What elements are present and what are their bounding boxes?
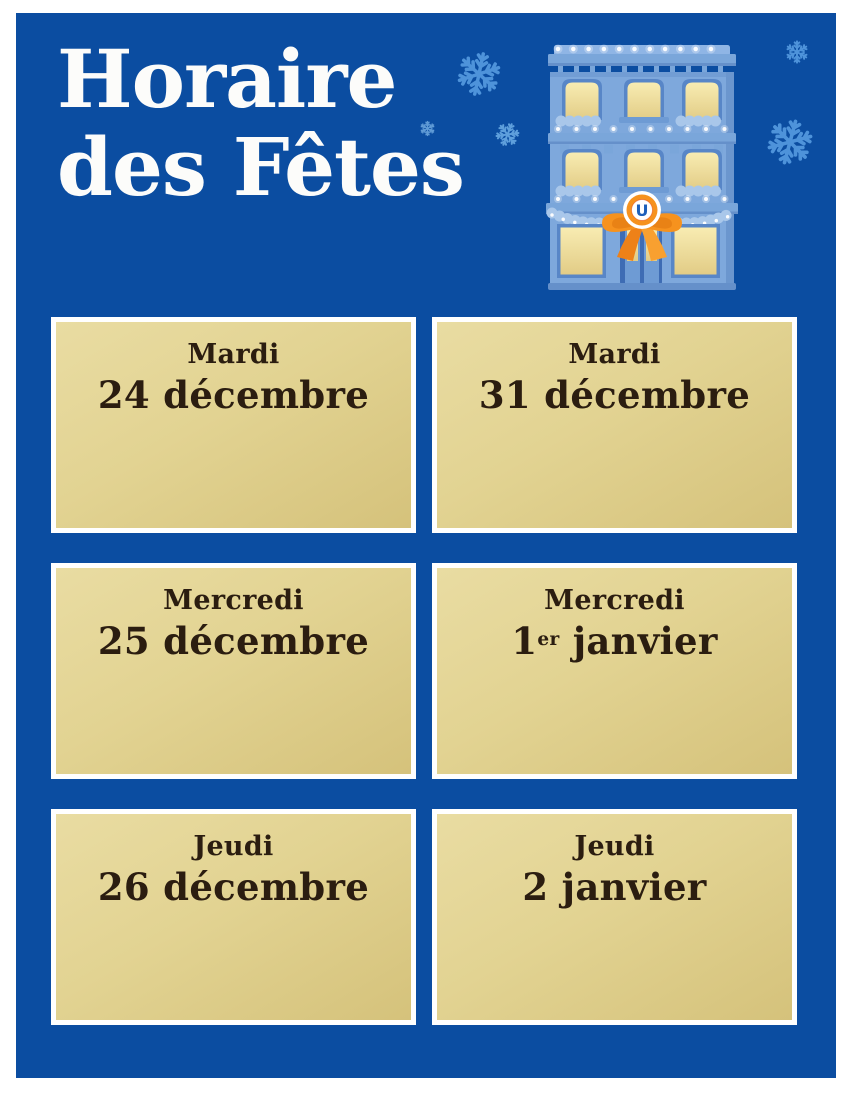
title-line-2: des Fêtes [57, 120, 464, 214]
card-day-label: Jeudi [193, 831, 274, 862]
card-day-label: Mardi [187, 339, 280, 370]
schedule-card [51, 563, 416, 779]
card-day-label: Mercredi [544, 585, 685, 616]
card-date-label: 31 décembre [478, 373, 751, 417]
card-day-label: Mardi [568, 339, 661, 370]
snowflake-icon [784, 39, 810, 65]
card-day-label: Jeudi [574, 831, 655, 862]
title-line-1: Horaire [57, 32, 397, 126]
card-date-label: 25 décembre [97, 619, 370, 663]
schedule-card [432, 317, 797, 533]
upper-windows [558, 79, 726, 129]
u-logo-badge [623, 191, 661, 229]
card-day-label: Mercredi [163, 585, 304, 616]
snowflake-icon [454, 49, 504, 99]
schedule-card [432, 809, 797, 1025]
store-building-icon [544, 42, 740, 290]
schedule-grid [51, 317, 797, 1025]
u-logo-letter: U [635, 201, 649, 220]
page-title [57, 32, 464, 214]
card-date-label: 26 décembre [97, 865, 370, 909]
schedule-card [51, 809, 416, 1025]
schedule-card [51, 317, 416, 533]
snowflake-icon [419, 120, 436, 137]
building-base [548, 283, 736, 290]
snowflake-icon [764, 116, 816, 168]
snowflake-icon [494, 121, 521, 148]
building-roof [548, 45, 736, 69]
card-date-label: 24 décembre [97, 373, 370, 417]
card-date-label: 1er janvier [511, 619, 718, 663]
card-date-label: 2 janvier [522, 865, 707, 909]
poster-background [16, 13, 836, 1078]
schedule-card [432, 563, 797, 779]
